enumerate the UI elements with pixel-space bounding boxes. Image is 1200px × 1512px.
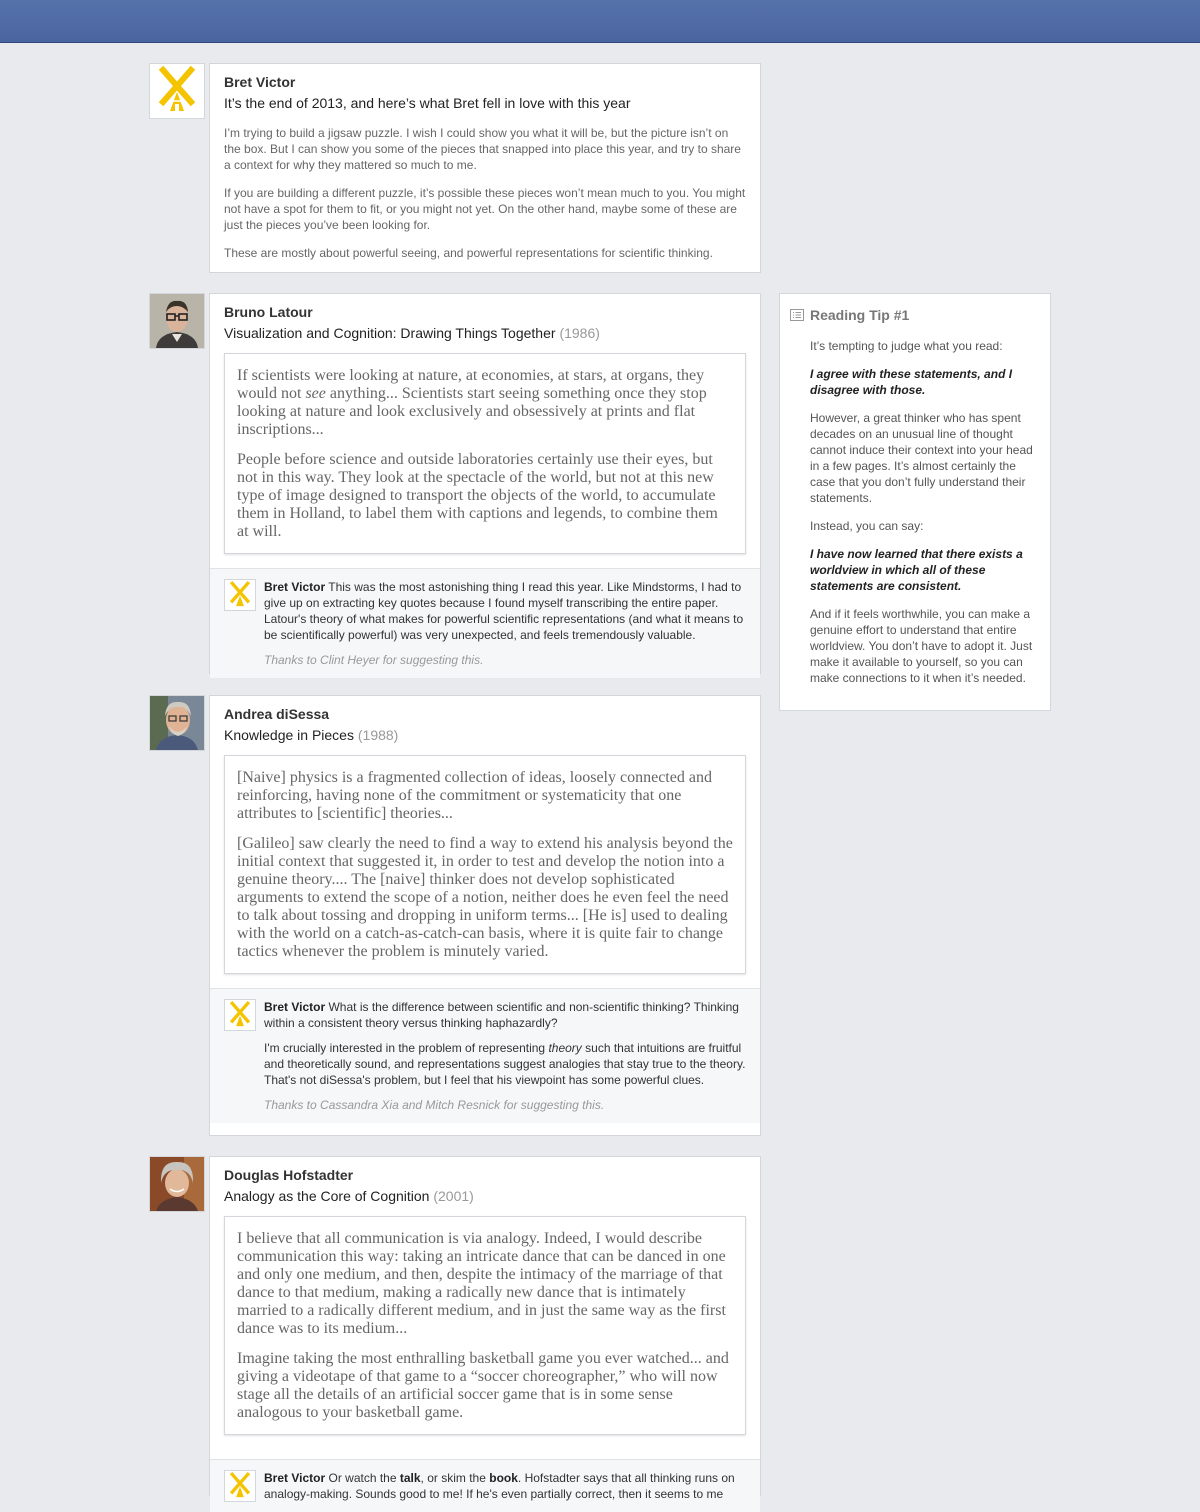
tip-text: And if it feels worthwhile, you can make a genuine effort to understand that entire worldview. You don’t have to adopt it. Just make it available to yourself, so you can make connections to it when it’s needed.: [810, 607, 1033, 685]
thanks-note: Thanks to Clint Heyer for suggesting this.: [264, 653, 484, 667]
book-link[interactable]: book: [489, 1471, 518, 1485]
intro-card: [209, 63, 761, 273]
tip-text: However, a great thinker who has spent decades on an unusual line of thought cannot induce their context into your head in a few pages. It’s almost certainly the case that you don’t fully understand their statements.: [810, 411, 1033, 505]
talk-link[interactable]: talk: [399, 1471, 421, 1485]
comment-text: Bret Victor Or watch the talk, or skim the book. Hofstadter says that all thinking runs on analogy-making. Sounds good to me! If he's even partially correct, then it seems to me: [264, 1471, 735, 1501]
post-card: [209, 293, 761, 674]
intro-paragraph: These are mostly about powerful seeing, and powerful representations for scientific thinking.: [224, 246, 713, 260]
comment-text: Bret Victor What is the difference between scientific and non-scientific thinking? Thinking within a consistent theory versus thinking haphazardly? I'm crucially interested in the problem of representing theory such that intuitions are fruitful and theoretically sound, and representations suggest analogies that stay true to the theory. That's not diSessa's problem, but I feel that his viewpoint has some powerful clues.: [264, 1000, 746, 1087]
quote-block: [224, 1216, 746, 1435]
quote-paragraph: [Galileo] saw clearly the need to find a way to extend his analysis beyond the initial context that suggested it, in order to test and develop the notion into a genuine theory.... The [naive] thinker does not develop sophisticated arguments to extend the scope of a notion, neither does he even feel the need to talk about tossing and dropping in uniform terms... [He is] used to dealing with the world on a catch-as-catch-can basis, where it is quite fair to change tactics whenever the problem is minutely varied.: [237, 835, 733, 960]
avatar[interactable]: [149, 63, 205, 119]
quote-paragraph: If scientists were looking at nature, at economies, at stars, at organs, they would not see anything... Scientists start seeing something once they stop looking at nature and look exclusively and obsessively at prints and flat inscriptions...: [237, 367, 707, 438]
tip-text: Instead, you can say:: [810, 519, 924, 533]
comment: [210, 1459, 760, 1512]
portrait-icon: [150, 696, 204, 750]
intro-paragraph: If you are building a different puzzle, it’s possible these pieces won’t mean much to you. You might not have a spot for them to fit, or you might not yet. On the other hand, maybe some of these are just the pieces you’ve been looking for.: [224, 186, 746, 232]
work-title: Knowledge in Pieces (1988): [224, 727, 399, 743]
thanks-note: Thanks to Cassandra Xia and Mitch Resnick for suggesting this.: [264, 1098, 605, 1112]
avatar[interactable]: [149, 695, 205, 751]
avatar[interactable]: [149, 1156, 205, 1212]
comment: [210, 568, 760, 678]
comment-avatar[interactable]: [224, 999, 256, 1031]
work-year: (1988): [357, 727, 399, 743]
comment-author[interactable]: Bret Victor: [264, 580, 326, 594]
tip-text: It’s tempting to judge what you read:: [810, 339, 1003, 353]
comment-author[interactable]: Bret Victor: [264, 1471, 326, 1485]
windmill-icon: [225, 1000, 255, 1030]
list-icon: [790, 309, 804, 321]
work-year: (2001): [433, 1188, 474, 1204]
portrait-icon: [150, 1157, 204, 1211]
work-title: Analogy as the Core of Cognition (2001): [224, 1188, 474, 1204]
post-card: [209, 1156, 761, 1501]
quote-block: [224, 755, 746, 974]
work-title: Visualization and Cognition: Drawing Things Together (1986): [224, 325, 600, 341]
quote-paragraph: Imagine taking the most enthralling basketball game you ever watched... and giving a videotape of that game to a “soccer choreographer,” who will now stage all the details of an artificial soccer game that is in some sense analogous to your basketball game.: [237, 1350, 729, 1421]
quote-paragraph: [Naive] physics is a fragmented collection of ideas, loosely connected and reinforcing, having none of the commitment or systematicity that one attributes to [scientific] theories...: [237, 769, 712, 822]
intro-paragraph: I’m trying to build a jigsaw puzzle. I wish I could show you what it will be, but the picture isn’t on the box. But I can show you some of the pieces that snapped into place this year, and try to share a context for why they mattered so much to me.: [224, 126, 741, 172]
tip-emphasis: I agree with these statements, and I disagree with those.: [810, 367, 1013, 397]
windmill-icon: [150, 64, 204, 118]
comment-text: Bret Victor This was the most astonishing thing I read this year. Like Mindstorms, I had to give up on extracting key quotes because I found myself transcribing the entire paper. Latour's theory of what makes for powerful scientific representations (and what it means to be scientifically powerful) was very unexpected, and feels tremendously valuable.: [264, 580, 744, 642]
quote-paragraph: People before science and outside laboratories certainly use their eyes, but not in this way. They look at the spectacle of the world, but not at this new type of image designed to transport the objects of the world, to accumulate them in Holland, to label them with captions and legends, to combine them at will.: [237, 451, 718, 540]
author-name[interactable]: Bret Victor: [224, 74, 296, 90]
tip-emphasis: I have now learned that there exists a worldview in which all of these statements are consistent.: [810, 547, 1023, 593]
windmill-icon: [225, 1471, 255, 1501]
portrait-icon: [150, 294, 204, 348]
avatar[interactable]: [149, 293, 205, 349]
comment-avatar[interactable]: [224, 1470, 256, 1502]
quote-block: [224, 353, 746, 554]
comment-author[interactable]: Bret Victor: [264, 1000, 326, 1014]
windmill-icon: [225, 580, 255, 610]
top-bar: [0, 0, 1200, 43]
quote-paragraph: I believe that all communication is via analogy. Indeed, I would describe communication this way: taking an intricate dance that can be danced in one and only one medium, and then, despite the intimacy of the marriage of that dance to that medium, making a radically new dance that is intimately married to a radically different medium, and in just the same way as the first dance was to its medium...: [237, 1230, 726, 1337]
intro-title: It’s the end of 2013, and here’s what Bret fell in love with this year: [224, 95, 631, 111]
tip-heading: Reading Tip #1: [790, 306, 1036, 324]
work-year: (1986): [559, 325, 600, 341]
comment-avatar[interactable]: [224, 579, 256, 611]
post-card: [209, 695, 761, 1136]
reading-tip: [779, 293, 1051, 711]
author-name[interactable]: Bruno Latour: [224, 304, 313, 320]
author-name[interactable]: Andrea diSessa: [224, 706, 330, 722]
comment: [210, 988, 760, 1123]
author-name[interactable]: Douglas Hofstadter: [224, 1167, 354, 1183]
